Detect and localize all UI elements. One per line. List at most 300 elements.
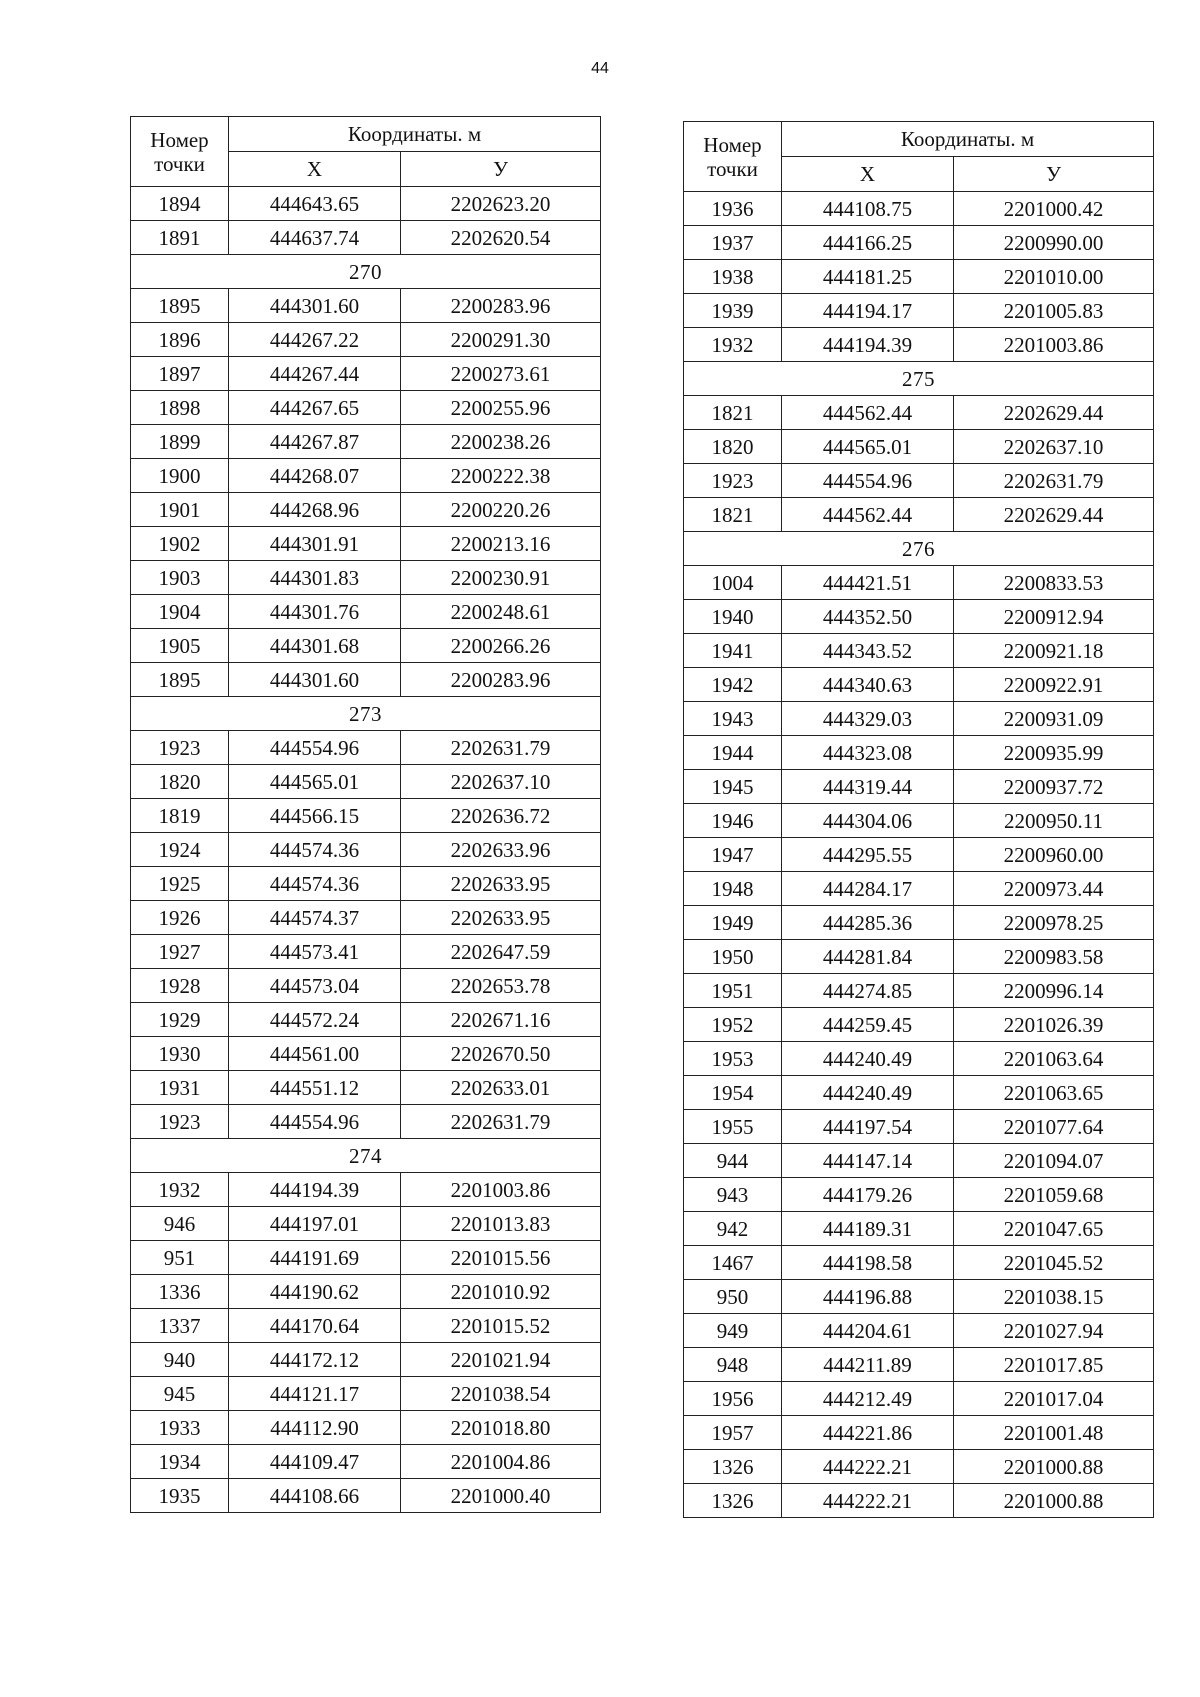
y-coordinate-cell: 2201063.64 xyxy=(954,1042,1154,1076)
y-coordinate-cell: 2201015.56 xyxy=(401,1241,601,1275)
y-coordinate-cell: 2201015.52 xyxy=(401,1309,601,1343)
y-coordinate-cell: 2201005.83 xyxy=(954,294,1154,328)
group-number: 276 xyxy=(684,532,1154,566)
group-number: 273 xyxy=(131,697,601,731)
x-coordinate-cell: 444573.04 xyxy=(229,969,401,1003)
y-coordinate-cell: 2202671.16 xyxy=(401,1003,601,1037)
point-number-cell: 1900 xyxy=(131,459,229,493)
coordinates-header: Координаты. м xyxy=(229,117,601,152)
table-row xyxy=(684,294,1154,328)
table-body xyxy=(684,192,1154,1518)
x-coordinate-cell: 444191.69 xyxy=(229,1241,401,1275)
x-coordinate-cell: 444222.21 xyxy=(782,1450,954,1484)
point-number-cell: 1821 xyxy=(684,396,782,430)
x-coordinate-cell: 444301.91 xyxy=(229,527,401,561)
point-number-cell: 1903 xyxy=(131,561,229,595)
table-row xyxy=(684,430,1154,464)
table-row xyxy=(131,459,601,493)
y-coordinate-cell: 2200283.96 xyxy=(401,663,601,697)
table-row xyxy=(131,1411,601,1445)
x-coordinate-cell: 444343.52 xyxy=(782,634,954,668)
point-header-line1: Номер xyxy=(703,132,762,157)
x-coordinate-cell: 444189.31 xyxy=(782,1212,954,1246)
table-row xyxy=(684,1382,1154,1416)
x-coordinate-cell: 444112.90 xyxy=(229,1411,401,1445)
y-coordinate-cell: 2202633.95 xyxy=(401,901,601,935)
y-coordinate-cell: 2201000.88 xyxy=(954,1450,1154,1484)
x-coordinate-cell: 444352.50 xyxy=(782,600,954,634)
table-row xyxy=(684,1076,1154,1110)
x-coordinate-cell: 444240.49 xyxy=(782,1042,954,1076)
y-coordinate-cell: 2202623.20 xyxy=(401,187,601,221)
point-number-cell: 1895 xyxy=(131,289,229,323)
page-number: 44 xyxy=(591,60,609,77)
table-row xyxy=(684,498,1154,532)
point-number-cell: 1923 xyxy=(684,464,782,498)
x-coordinate-cell: 444166.25 xyxy=(782,226,954,260)
table-row xyxy=(684,838,1154,872)
x-coordinate-cell: 444267.44 xyxy=(229,357,401,391)
x-coordinate-cell: 444554.96 xyxy=(229,731,401,765)
x-coordinate-cell: 444240.49 xyxy=(782,1076,954,1110)
table-row xyxy=(684,804,1154,838)
table-row xyxy=(131,595,601,629)
point-number-header xyxy=(131,117,229,187)
y-coordinate-cell: 2200937.72 xyxy=(954,770,1154,804)
y-coordinate-cell: 2200921.18 xyxy=(954,634,1154,668)
table-row xyxy=(131,1343,601,1377)
y-coordinate-cell: 2202620.54 xyxy=(401,221,601,255)
point-number-cell: 1923 xyxy=(131,731,229,765)
y-coordinate-cell: 2200255.96 xyxy=(401,391,601,425)
group-header-row xyxy=(684,532,1154,566)
x-coordinate-cell: 444197.01 xyxy=(229,1207,401,1241)
x-coordinate-cell: 444268.07 xyxy=(229,459,401,493)
point-header-line2: точки xyxy=(154,151,205,176)
point-number-cell: 1337 xyxy=(131,1309,229,1343)
table-row xyxy=(131,1003,601,1037)
x-coordinate-cell: 444267.22 xyxy=(229,323,401,357)
table-header xyxy=(684,122,1154,192)
x-coordinate-cell: 444268.96 xyxy=(229,493,401,527)
table-row xyxy=(684,668,1154,702)
x-coordinate-cell: 444211.89 xyxy=(782,1348,954,1382)
x-coordinate-cell: 444212.49 xyxy=(782,1382,954,1416)
y-coordinate-cell: 2200213.16 xyxy=(401,527,601,561)
y-coordinate-cell: 2200283.96 xyxy=(401,289,601,323)
x-coordinate-cell: 444643.65 xyxy=(229,187,401,221)
x-coordinate-cell: 444574.37 xyxy=(229,901,401,935)
x-coordinate-cell: 444197.54 xyxy=(782,1110,954,1144)
point-number-cell: 1898 xyxy=(131,391,229,425)
y-coordinate-cell: 2201000.40 xyxy=(401,1479,601,1513)
table-row xyxy=(131,1241,601,1275)
coordinates-table-left xyxy=(130,116,601,1513)
table-row xyxy=(684,226,1154,260)
x-coordinate-cell: 444284.17 xyxy=(782,872,954,906)
y-coordinate-cell: 2200222.38 xyxy=(401,459,601,493)
y-coordinate-cell: 2201013.83 xyxy=(401,1207,601,1241)
point-number-cell: 1905 xyxy=(131,629,229,663)
x-coordinate-cell: 444221.86 xyxy=(782,1416,954,1450)
table-row xyxy=(131,187,601,221)
point-number-cell: 944 xyxy=(684,1144,782,1178)
x-coordinate-cell: 444573.41 xyxy=(229,935,401,969)
table-row xyxy=(131,833,601,867)
point-number-cell: 1953 xyxy=(684,1042,782,1076)
table-row xyxy=(131,493,601,527)
y-coordinate-cell: 2201004.86 xyxy=(401,1445,601,1479)
x-coordinate-cell: 444301.60 xyxy=(229,663,401,697)
y-coordinate-cell: 2200978.25 xyxy=(954,906,1154,940)
table-row xyxy=(131,1037,601,1071)
x-coordinate-cell: 444562.44 xyxy=(782,396,954,430)
y-coordinate-cell: 2200238.26 xyxy=(401,425,601,459)
y-coordinate-cell: 2200912.94 xyxy=(954,600,1154,634)
table-row xyxy=(684,1008,1154,1042)
point-number-cell: 1897 xyxy=(131,357,229,391)
table-row xyxy=(684,1416,1154,1450)
x-coordinate-cell: 444181.25 xyxy=(782,260,954,294)
point-number-cell: 1932 xyxy=(684,328,782,362)
y-coordinate-cell: 2202633.95 xyxy=(401,867,601,901)
group-header-row xyxy=(131,697,601,731)
point-number-cell: 1819 xyxy=(131,799,229,833)
y-coordinate-cell: 2200973.44 xyxy=(954,872,1154,906)
x-coordinate-cell: 444574.36 xyxy=(229,867,401,901)
y-coordinate-cell: 2201047.65 xyxy=(954,1212,1154,1246)
point-number-cell: 946 xyxy=(131,1207,229,1241)
x-coordinate-cell: 444304.06 xyxy=(782,804,954,838)
x-coordinate-cell: 444259.45 xyxy=(782,1008,954,1042)
point-number-cell: 1467 xyxy=(684,1246,782,1280)
point-number-cell: 951 xyxy=(131,1241,229,1275)
x-coordinate-cell: 444204.61 xyxy=(782,1314,954,1348)
point-number-cell: 1820 xyxy=(131,765,229,799)
y-coordinate-cell: 2201000.42 xyxy=(954,192,1154,226)
table-row xyxy=(684,1314,1154,1348)
table-row xyxy=(684,770,1154,804)
y-coordinate-cell: 2202670.50 xyxy=(401,1037,601,1071)
x-coordinate-cell: 444179.26 xyxy=(782,1178,954,1212)
y-coordinate-cell: 2200996.14 xyxy=(954,974,1154,1008)
table-row xyxy=(684,1484,1154,1518)
x-coordinate-cell: 444194.17 xyxy=(782,294,954,328)
point-number-cell: 943 xyxy=(684,1178,782,1212)
table-row xyxy=(684,396,1154,430)
table-row xyxy=(131,357,601,391)
x-coordinate-cell: 444295.55 xyxy=(782,838,954,872)
table-row xyxy=(684,1110,1154,1144)
table-row xyxy=(684,736,1154,770)
point-number-header xyxy=(684,122,782,192)
x-coordinate-cell: 444285.36 xyxy=(782,906,954,940)
point-number-cell: 1938 xyxy=(684,260,782,294)
x-coordinate-cell: 444108.75 xyxy=(782,192,954,226)
point-number-cell: 1943 xyxy=(684,702,782,736)
x-coordinate-cell: 444301.68 xyxy=(229,629,401,663)
table-header xyxy=(131,117,601,187)
group-number: 275 xyxy=(684,362,1154,396)
point-number-cell: 1336 xyxy=(131,1275,229,1309)
point-number-cell: 1930 xyxy=(131,1037,229,1071)
group-header-row xyxy=(131,255,601,289)
table-row xyxy=(131,1309,601,1343)
table-row xyxy=(684,872,1154,906)
table-row xyxy=(131,221,601,255)
x-coordinate-cell: 444421.51 xyxy=(782,566,954,600)
table-row xyxy=(131,867,601,901)
point-header-line1: Номер xyxy=(150,127,209,152)
table-row xyxy=(684,906,1154,940)
point-number-cell: 940 xyxy=(131,1343,229,1377)
x-coordinate-cell: 444340.63 xyxy=(782,668,954,702)
point-number-cell: 1929 xyxy=(131,1003,229,1037)
point-number-cell: 1947 xyxy=(684,838,782,872)
table-row xyxy=(684,328,1154,362)
point-number-cell: 1895 xyxy=(131,663,229,697)
y-coordinate-cell: 2202629.44 xyxy=(954,498,1154,532)
y-coordinate-cell: 2201045.52 xyxy=(954,1246,1154,1280)
y-coordinate-cell: 2201038.15 xyxy=(954,1280,1154,1314)
group-header-row xyxy=(131,1139,601,1173)
point-number-cell: 1957 xyxy=(684,1416,782,1450)
table-row xyxy=(684,1450,1154,1484)
y-coordinate-cell: 2201017.04 xyxy=(954,1382,1154,1416)
table-row xyxy=(131,425,601,459)
x-coordinate-cell: 444147.14 xyxy=(782,1144,954,1178)
y-coordinate-cell: 2201001.48 xyxy=(954,1416,1154,1450)
x-coordinate-cell: 444565.01 xyxy=(229,765,401,799)
y-coordinate-cell: 2202631.79 xyxy=(954,464,1154,498)
y-coordinate-cell: 2201063.65 xyxy=(954,1076,1154,1110)
y-coordinate-cell: 2201021.94 xyxy=(401,1343,601,1377)
point-number-cell: 1946 xyxy=(684,804,782,838)
table-row xyxy=(131,765,601,799)
x-coordinate-cell: 444281.84 xyxy=(782,940,954,974)
y-coordinate-cell: 2200248.61 xyxy=(401,595,601,629)
point-number-cell: 1945 xyxy=(684,770,782,804)
x-coordinate-cell: 444172.12 xyxy=(229,1343,401,1377)
point-number-cell: 949 xyxy=(684,1314,782,1348)
point-number-cell: 1899 xyxy=(131,425,229,459)
coordinates-header: Координаты. м xyxy=(782,122,1154,157)
point-number-cell: 1951 xyxy=(684,974,782,1008)
x-coordinate-cell: 444554.96 xyxy=(782,464,954,498)
table-row xyxy=(131,901,601,935)
y-coordinate-cell: 2202653.78 xyxy=(401,969,601,1003)
x-coordinate-cell: 444637.74 xyxy=(229,221,401,255)
point-number-cell: 1931 xyxy=(131,1071,229,1105)
x-coordinate-cell: 444574.36 xyxy=(229,833,401,867)
table-row xyxy=(684,1144,1154,1178)
y-coordinate-cell: 2201010.00 xyxy=(954,260,1154,294)
x-coordinate-cell: 444566.15 xyxy=(229,799,401,833)
y-coordinate-cell: 2200983.58 xyxy=(954,940,1154,974)
point-number-cell: 1904 xyxy=(131,595,229,629)
table-row xyxy=(131,731,601,765)
point-number-cell: 948 xyxy=(684,1348,782,1382)
table-row xyxy=(131,323,601,357)
point-number-cell: 942 xyxy=(684,1212,782,1246)
point-number-cell: 1949 xyxy=(684,906,782,940)
x-coordinate-cell: 444301.60 xyxy=(229,289,401,323)
y-coordinate-cell: 2202637.10 xyxy=(401,765,601,799)
x-header: Х xyxy=(782,157,954,192)
point-number-cell: 1940 xyxy=(684,600,782,634)
group-header-row xyxy=(684,362,1154,396)
point-number-cell: 1942 xyxy=(684,668,782,702)
y-coordinate-cell: 2201038.54 xyxy=(401,1377,601,1411)
point-number-cell: 1923 xyxy=(131,1105,229,1139)
x-coordinate-cell: 444121.17 xyxy=(229,1377,401,1411)
y-coordinate-cell: 2200291.30 xyxy=(401,323,601,357)
y-coordinate-cell: 2202636.72 xyxy=(401,799,601,833)
y-coordinate-cell: 2200960.00 xyxy=(954,838,1154,872)
y-coordinate-cell: 2202633.96 xyxy=(401,833,601,867)
point-number-cell: 1896 xyxy=(131,323,229,357)
y-coordinate-cell: 2201003.86 xyxy=(954,328,1154,362)
group-number: 270 xyxy=(131,255,601,289)
point-number-cell: 1956 xyxy=(684,1382,782,1416)
table-row xyxy=(131,935,601,969)
table-row xyxy=(131,1207,601,1241)
x-coordinate-cell: 444551.12 xyxy=(229,1071,401,1105)
y-coordinate-cell: 2202633.01 xyxy=(401,1071,601,1105)
table-row xyxy=(684,1280,1154,1314)
point-number-cell: 1936 xyxy=(684,192,782,226)
point-number-cell: 945 xyxy=(131,1377,229,1411)
point-number-cell: 1954 xyxy=(684,1076,782,1110)
table-row xyxy=(684,1348,1154,1382)
table-row xyxy=(684,464,1154,498)
table-row xyxy=(131,969,601,1003)
y-coordinate-cell: 2201027.94 xyxy=(954,1314,1154,1348)
point-number-cell: 1924 xyxy=(131,833,229,867)
x-coordinate-cell: 444194.39 xyxy=(229,1173,401,1207)
point-number-cell: 1925 xyxy=(131,867,229,901)
x-coordinate-cell: 444194.39 xyxy=(782,328,954,362)
y-coordinate-cell: 2201017.85 xyxy=(954,1348,1154,1382)
x-coordinate-cell: 444329.03 xyxy=(782,702,954,736)
point-number-cell: 1901 xyxy=(131,493,229,527)
point-number-cell: 1927 xyxy=(131,935,229,969)
y-coordinate-cell: 2200273.61 xyxy=(401,357,601,391)
point-number-cell: 1902 xyxy=(131,527,229,561)
x-coordinate-cell: 444561.00 xyxy=(229,1037,401,1071)
y-coordinate-cell: 2201094.07 xyxy=(954,1144,1154,1178)
point-number-cell: 1950 xyxy=(684,940,782,974)
point-number-cell: 1932 xyxy=(131,1173,229,1207)
table-row xyxy=(131,1479,601,1513)
x-coordinate-cell: 444554.96 xyxy=(229,1105,401,1139)
table-row xyxy=(131,1377,601,1411)
x-coordinate-cell: 444108.66 xyxy=(229,1479,401,1513)
point-number-cell: 1821 xyxy=(684,498,782,532)
point-number-cell: 1934 xyxy=(131,1445,229,1479)
y-coordinate-cell: 2200266.26 xyxy=(401,629,601,663)
table-row xyxy=(684,566,1154,600)
table-row xyxy=(684,600,1154,634)
y-coordinate-cell: 2200931.09 xyxy=(954,702,1154,736)
y-header: У xyxy=(401,152,601,187)
y-coordinate-cell: 2200922.91 xyxy=(954,668,1154,702)
table-row xyxy=(131,1445,601,1479)
point-number-cell: 1944 xyxy=(684,736,782,770)
y-coordinate-cell: 2200230.91 xyxy=(401,561,601,595)
x-coordinate-cell: 444301.83 xyxy=(229,561,401,595)
table-row xyxy=(684,1212,1154,1246)
table-row xyxy=(684,1246,1154,1280)
table-row xyxy=(131,1173,601,1207)
y-coordinate-cell: 2201018.80 xyxy=(401,1411,601,1445)
point-number-cell: 950 xyxy=(684,1280,782,1314)
table-row xyxy=(131,799,601,833)
y-header: У xyxy=(954,157,1154,192)
point-number-cell: 1894 xyxy=(131,187,229,221)
point-number-cell: 1937 xyxy=(684,226,782,260)
y-coordinate-cell: 2202629.44 xyxy=(954,396,1154,430)
x-coordinate-cell: 444222.21 xyxy=(782,1484,954,1518)
x-coordinate-cell: 444267.65 xyxy=(229,391,401,425)
table-row xyxy=(684,192,1154,226)
point-number-cell: 1939 xyxy=(684,294,782,328)
x-coordinate-cell: 444267.87 xyxy=(229,425,401,459)
point-number-cell: 1955 xyxy=(684,1110,782,1144)
y-coordinate-cell: 2201000.88 xyxy=(954,1484,1154,1518)
point-number-cell: 1952 xyxy=(684,1008,782,1042)
point-number-cell: 1891 xyxy=(131,221,229,255)
point-number-cell: 1941 xyxy=(684,634,782,668)
y-coordinate-cell: 2200990.00 xyxy=(954,226,1154,260)
point-number-cell: 1935 xyxy=(131,1479,229,1513)
table-row xyxy=(684,974,1154,1008)
table-row xyxy=(684,260,1154,294)
table-row xyxy=(684,1042,1154,1076)
y-coordinate-cell: 2200220.26 xyxy=(401,493,601,527)
point-header-line2: точки xyxy=(707,156,758,181)
point-number-cell: 1926 xyxy=(131,901,229,935)
table-row xyxy=(131,629,601,663)
table-row xyxy=(131,1275,601,1309)
x-coordinate-cell: 444323.08 xyxy=(782,736,954,770)
y-coordinate-cell: 2201077.64 xyxy=(954,1110,1154,1144)
y-coordinate-cell: 2201026.39 xyxy=(954,1008,1154,1042)
x-header: Х xyxy=(229,152,401,187)
x-coordinate-cell: 444170.64 xyxy=(229,1309,401,1343)
table-row xyxy=(131,527,601,561)
table-row xyxy=(131,561,601,595)
x-coordinate-cell: 444196.88 xyxy=(782,1280,954,1314)
table-row xyxy=(684,702,1154,736)
point-number-cell: 1326 xyxy=(684,1484,782,1518)
x-coordinate-cell: 444190.62 xyxy=(229,1275,401,1309)
point-number-cell: 1928 xyxy=(131,969,229,1003)
x-coordinate-cell: 444109.47 xyxy=(229,1445,401,1479)
y-coordinate-cell: 2202647.59 xyxy=(401,935,601,969)
y-coordinate-cell: 2202637.10 xyxy=(954,430,1154,464)
y-coordinate-cell: 2201003.86 xyxy=(401,1173,601,1207)
y-coordinate-cell: 2200935.99 xyxy=(954,736,1154,770)
x-coordinate-cell: 444565.01 xyxy=(782,430,954,464)
x-coordinate-cell: 444198.58 xyxy=(782,1246,954,1280)
table-row xyxy=(131,663,601,697)
y-coordinate-cell: 2202631.79 xyxy=(401,731,601,765)
point-number-cell: 1326 xyxy=(684,1450,782,1484)
table-row xyxy=(131,1071,601,1105)
x-coordinate-cell: 444274.85 xyxy=(782,974,954,1008)
table-row xyxy=(684,940,1154,974)
